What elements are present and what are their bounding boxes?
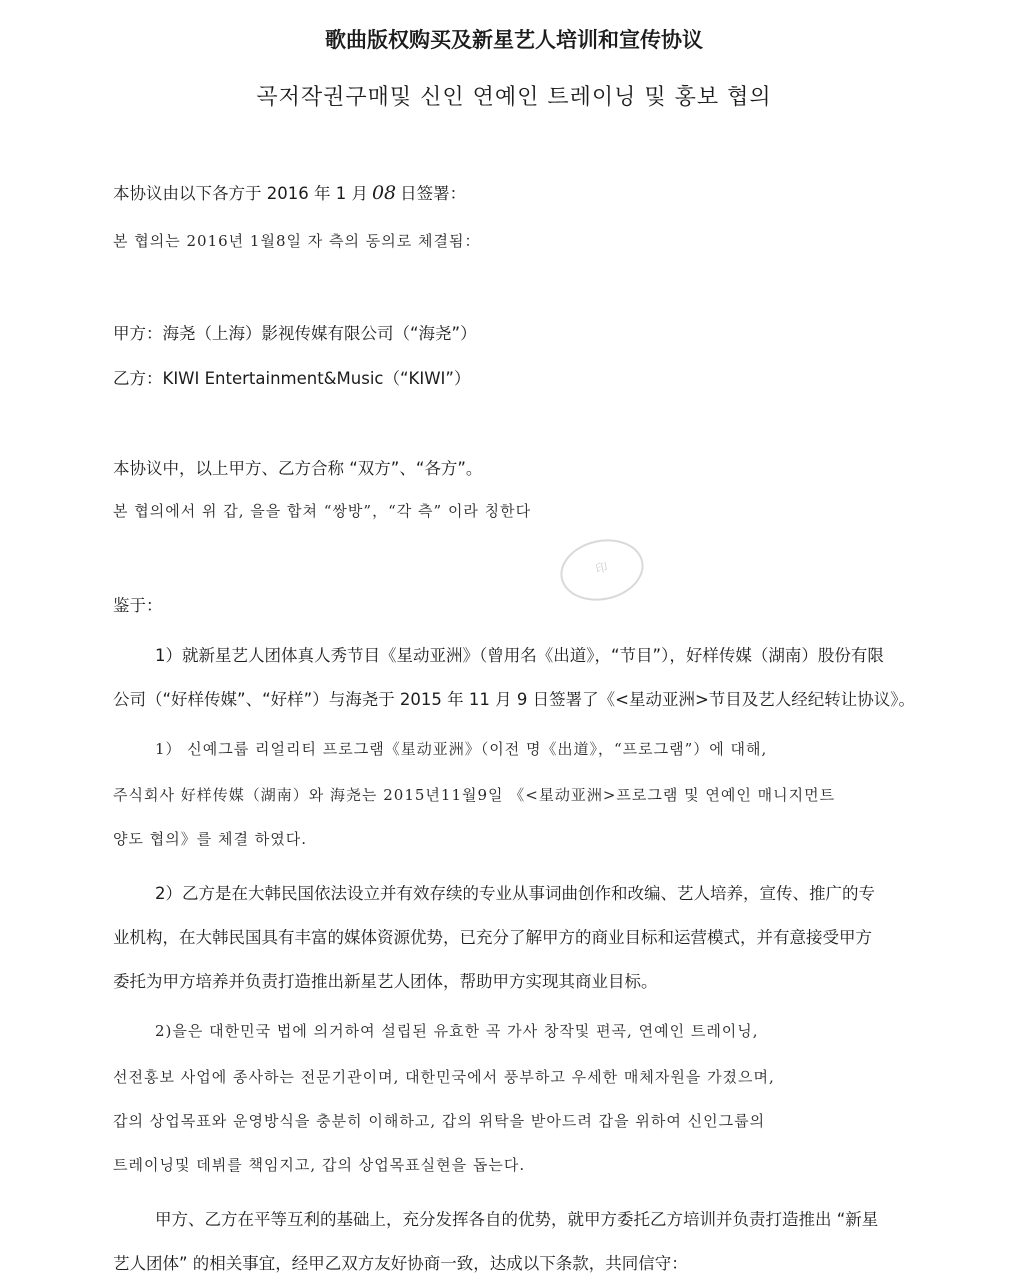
party-b: 乙方：KIWI Entertainment&Music（“KIWI”） <box>113 369 471 388</box>
intro-date-prefix: 本协议由以下各方于 2016 年 1 月 <box>113 184 368 203</box>
clause2-cn-line1: 2）乙方是在大韩民国依法设立并有效存续的专业从事词曲创作和改编、艺人培养，宣传、推广的专 <box>155 884 875 903</box>
title-chinese: 歌曲版权购买及新星艺人培训和宣传协议 <box>325 28 703 52</box>
closing-cn-line2: 艺人团体” 的相关事宜，经甲乙双方友好协商一致，达成以下条款，共同信守： <box>113 1254 688 1273</box>
party-a: 甲方：海尧（上海）影视传媒有限公司（“海尧”） <box>113 324 477 343</box>
clause2-cn-line2: 业机构，在大韩民国具有丰富的媒体资源优势，已充分了解甲方的商业目标和运营模式，并有意接受甲方 <box>113 928 872 947</box>
clause1-kr-line1: 1） 신예그룹 리얼리티 프로그램《星动亚洲》（이전 명《出道》，“프로그램”）에 대해, <box>155 740 768 758</box>
definitions-korean: 본 협의에서 위 갑, 을을 합쳐 “쌍방”，“각 측” 이라 칭한다 <box>113 502 532 520</box>
clause2-cn-line3: 委托为甲方培养并负责打造推出新星艺人团体，帮助甲方实现其商业目标。 <box>113 972 658 991</box>
intro-date-suffix: 日签署： <box>400 184 467 203</box>
definitions-chinese: 本协议中，以上甲方、乙方合称 “双方”、“各方”。 <box>113 459 483 478</box>
seal-text: 印 <box>594 559 609 577</box>
closing-cn-line1: 甲方、乙方在平等互利的基础上，充分发挥各自的优势，就甲方委托乙方培训并负责打造推出 “新星 <box>155 1210 879 1229</box>
clause2-kr-line1: 2)을은 대한민국 법에 의거하여 설립된 유효한 곡 가사 창작및 편곡, 연예인 트레이닝, <box>155 1022 759 1040</box>
title-korean: 곡저작권구매및 신인 연예인 트레이닝 및 홍보 협의 <box>256 85 772 110</box>
clause1-cn-line2: 公司（“好样传媒”、“好样”）与海尧于 2015 年 11 月 9 日签署了《<星动亚洲>节目及艺人经纪转让协议》。 <box>113 690 916 709</box>
intro-chinese <box>113 180 466 204</box>
faint-seal-stamp <box>555 532 650 608</box>
clause1-cn-line1: 1）就新星艺人团体真人秀节目《星动亚洲》（曾用名《出道》，“节目”），好样传媒（湖南）股份有限 <box>155 646 884 665</box>
whereas-label: 鉴于： <box>113 596 163 615</box>
clause2-kr-line4: 트레이닝및 데뷔를 책임지고, 갑의 상업목표실현을 돕는다. <box>113 1156 526 1174</box>
clause1-kr-line3: 양도 협의》를 체결 하였다. <box>113 830 307 848</box>
clause2-kr-line3: 갑의 상업목표와 운영방식을 충분히 이해하고, 갑의 위탁을 받아드려 갑을 위하여 신인그룹의 <box>113 1112 766 1130</box>
intro-korean: 본 협의는 2016년 1월8일 자 측의 동의로 체결됨： <box>113 232 481 250</box>
clause2-kr-line2: 선전홍보 사업에 종사하는 전문기관이며, 대한민국에서 풍부하고 우세한 매체자원을 가졌으며, <box>113 1068 775 1086</box>
handwritten-day: 08 <box>371 182 397 204</box>
clause1-kr-line2: 주식회사 好样传媒（湖南）와 海尧는 2015년11월9일 《<星动亚洲>프로그램 및 연예인 매니지먼트 <box>113 786 836 804</box>
